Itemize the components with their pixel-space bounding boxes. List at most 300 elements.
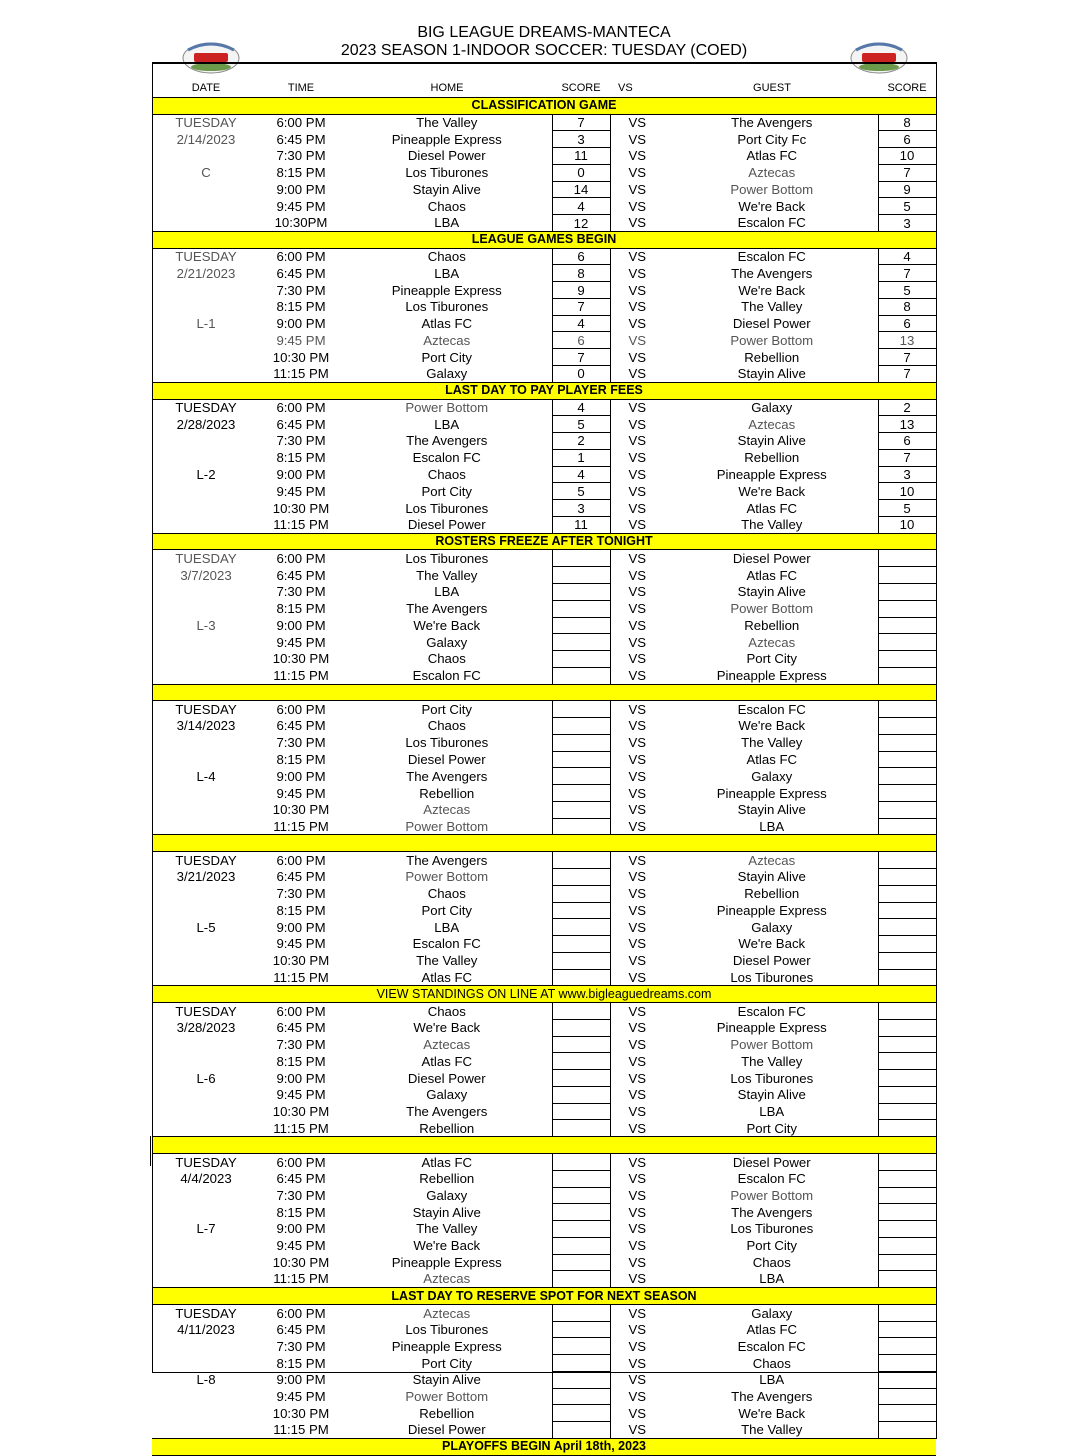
home-team-cell: We're Back (413, 1020, 481, 1036)
table-row (152, 215, 936, 232)
table-row (152, 1120, 936, 1137)
vs-cell: VS (628, 433, 647, 449)
home-team-cell: The Valley (416, 1221, 478, 1237)
date-cell: TUESDAY (175, 1154, 237, 1170)
guest-score-cell (878, 902, 936, 919)
time-cell: 7:30 PM (276, 433, 326, 449)
home-team-cell: Chaos (427, 1003, 466, 1019)
home-score-cell: 5 (552, 416, 610, 433)
home-team-cell: LBA (434, 265, 460, 281)
home-score-cell (552, 1204, 610, 1221)
vs-cell: VS (628, 115, 647, 131)
date-cell: TUESDAY (175, 1003, 237, 1019)
date-cell (152, 667, 260, 684)
date-cell: 4/11/2023 (177, 1322, 235, 1338)
week-banner-row (152, 684, 936, 701)
guest-score-cell: 10 (878, 483, 936, 500)
time-cell: 11:15 PM (273, 1120, 329, 1136)
table-row (152, 751, 936, 768)
guest-team-cell: Los Tiburones (730, 1070, 814, 1086)
home-score-cell (552, 1355, 610, 1372)
guest-team-cell: Escalon FC (737, 215, 806, 231)
guest-score-cell (878, 1271, 936, 1288)
time-cell: 10:30 PM (272, 1405, 330, 1421)
vs-cell: VS (628, 1070, 647, 1086)
time-cell: 8:15 PM (276, 902, 326, 918)
guest-score-cell (878, 718, 936, 735)
guest-team-cell: LBA (759, 1104, 785, 1120)
guest-score-cell (878, 1204, 936, 1221)
vs-cell: VS (628, 265, 647, 281)
guest-score-cell (878, 634, 936, 651)
guest-score-cell (878, 785, 936, 802)
time-cell: 8:15 PM (276, 1355, 326, 1371)
date-cell (152, 1388, 260, 1405)
week-banner: LAST DAY TO PAY PLAYER FEES (152, 382, 936, 399)
date-cell (152, 1036, 260, 1053)
guest-team-cell: Stayin Alive (737, 433, 806, 449)
home-score-cell (552, 852, 610, 869)
table-row (152, 1338, 936, 1355)
guest-team-cell: The Avengers (731, 1204, 813, 1220)
guest-score-cell: 8 (878, 114, 936, 131)
big-league-dreams-logo-icon (848, 36, 910, 76)
guest-score-cell (878, 1355, 936, 1372)
table-row (152, 1237, 936, 1254)
guest-team-cell: Stayin Alive (737, 366, 806, 382)
guest-team-cell: Port City (746, 651, 798, 667)
home-team-cell: Los Tiburones (405, 551, 489, 567)
home-team-cell: Chaos (427, 249, 466, 265)
time-cell: 8:15 PM (276, 299, 326, 315)
guest-team-cell: Chaos (752, 1254, 791, 1270)
table-row (152, 500, 936, 517)
guest-team-cell: The Valley (741, 517, 803, 533)
home-score-cell: 2 (552, 433, 610, 450)
vs-cell: VS (628, 919, 647, 935)
home-score-cell: 11 (552, 148, 610, 165)
date-cell: 2/28/2023 (176, 416, 236, 432)
date-cell (152, 1355, 260, 1372)
vs-cell: VS (628, 1355, 647, 1371)
guest-score-cell (878, 651, 936, 668)
vs-cell: VS (628, 1204, 647, 1220)
guest-score-cell (878, 852, 936, 869)
home-team-cell: LBA (434, 584, 460, 600)
vs-cell: VS (628, 886, 647, 902)
guest-team-cell: The Valley (741, 1422, 803, 1438)
time-cell: 11:15 PM (273, 517, 329, 533)
time-cell: 9:00 PM (276, 919, 326, 935)
vs-cell: VS (628, 902, 647, 918)
time-cell: 9:45 PM (276, 1087, 326, 1103)
date-cell (152, 148, 260, 165)
home-score-cell (552, 1003, 610, 1020)
column-header: VS (610, 81, 666, 97)
guest-score-cell: 9 (878, 181, 936, 198)
guest-team-cell: Galaxy (751, 1305, 793, 1321)
guest-team-cell: Stayin Alive (737, 1087, 806, 1103)
week-banner-row (152, 986, 936, 1003)
guest-score-cell: 3 (878, 466, 936, 483)
date-cell: 3/7/2023 (180, 567, 232, 583)
guest-team-cell: Atlas FC (746, 752, 798, 767)
time-cell: 9:45 PM (276, 198, 326, 214)
guest-score-cell (878, 768, 936, 785)
vs-cell: VS (628, 316, 647, 332)
vs-cell: VS (628, 131, 647, 147)
home-score-cell (552, 583, 610, 600)
vs-cell: VS (628, 416, 647, 432)
home-score-cell: 0 (552, 366, 610, 383)
home-score-cell (552, 818, 610, 835)
guest-score-cell (878, 667, 936, 684)
home-team-cell: Chaos (427, 718, 466, 734)
date-cell (152, 433, 260, 450)
table-row (152, 466, 936, 483)
guest-score-cell (878, 751, 936, 768)
vs-cell: VS (628, 1422, 647, 1438)
home-team-cell: Stayin Alive (412, 181, 481, 197)
guest-team-cell: The Avengers (731, 115, 813, 131)
week-banner-row (152, 1288, 936, 1305)
home-team-cell: Rebellion (419, 1120, 475, 1136)
home-team-cell: Aztecas (423, 332, 471, 348)
home-score-cell (552, 718, 610, 735)
home-score-cell (552, 969, 610, 986)
vs-cell: VS (628, 1405, 647, 1421)
column-header: GUEST (666, 81, 878, 97)
time-cell: 8:15 PM (276, 165, 326, 181)
home-score-cell (552, 885, 610, 902)
date-cell (152, 483, 260, 500)
date-cell (152, 1254, 260, 1271)
home-team-cell: Escalon FC (412, 667, 481, 683)
date-cell: TUESDAY (175, 1305, 237, 1321)
home-team-cell: Chaos (427, 651, 466, 667)
guest-score-cell: 10 (878, 148, 936, 165)
guest-team-cell: Los Tiburones (730, 1221, 814, 1237)
guest-team-cell: Power Bottom (730, 1037, 814, 1053)
home-team-cell: Pineapple Express (391, 131, 502, 147)
date-cell: L-8 (196, 1372, 216, 1388)
guest-team-cell: LBA (759, 818, 785, 834)
date-cell: TUESDAY (175, 852, 237, 868)
time-cell: 9:00 PM (276, 1372, 326, 1388)
big-league-dreams-logo-icon (180, 36, 242, 76)
date-cell (152, 600, 260, 617)
table-row (152, 718, 936, 735)
guest-team-cell: Diesel Power (732, 1154, 811, 1170)
column-header: SCORE (878, 81, 936, 97)
date-cell (152, 1271, 260, 1288)
guest-team-cell: Atlas FC (746, 567, 798, 583)
table-row (152, 818, 936, 835)
vs-cell: VS (628, 332, 647, 348)
date-cell: L-7 (196, 1221, 216, 1237)
vs-cell: VS (628, 752, 647, 767)
date-cell: 3/28/2023 (176, 1020, 236, 1036)
guest-team-cell: Aztecas (748, 165, 796, 181)
table-row (152, 114, 936, 131)
week-banner: LAST DAY TO RESERVE SPOT FOR NEXT SEASON (152, 1288, 936, 1305)
guest-score-cell: 7 (878, 366, 936, 383)
week-banner-row (152, 382, 936, 399)
table-row (152, 667, 936, 684)
guest-score-cell (878, 617, 936, 634)
table-row (152, 634, 936, 651)
time-cell: 10:30 PM (272, 1104, 330, 1120)
time-cell: 10:30 PM (272, 500, 330, 516)
table-row (152, 1321, 936, 1338)
date-cell: TUESDAY (175, 249, 237, 265)
date-cell: TUESDAY (175, 551, 237, 567)
vs-cell: VS (628, 1221, 647, 1237)
guest-score-cell: 7 (878, 349, 936, 366)
guest-team-cell: Escalon FC (737, 1171, 806, 1187)
vs-cell: VS (628, 1322, 647, 1338)
home-team-cell: Atlas FC (421, 1053, 473, 1069)
home-team-cell: Rebellion (419, 785, 475, 801)
table-row (152, 919, 936, 936)
guest-score-cell (878, 1422, 936, 1439)
home-score-cell (552, 617, 610, 634)
home-score-cell (552, 634, 610, 651)
time-cell: 9:45 PM (276, 634, 326, 650)
guest-team-cell: Power Bottom (730, 181, 814, 197)
table-row (152, 902, 936, 919)
table-row (152, 1221, 936, 1238)
vs-cell: VS (628, 768, 647, 784)
time-cell: 7:30 PM (276, 282, 326, 298)
table-row (152, 701, 936, 718)
table-row (152, 567, 936, 584)
vs-cell: VS (628, 852, 647, 868)
table-row (152, 1271, 936, 1288)
guest-team-cell: LBA (759, 1271, 785, 1287)
home-score-cell (552, 751, 610, 768)
date-cell (152, 902, 260, 919)
table-row (152, 969, 936, 986)
table-row (152, 1053, 936, 1070)
home-score-cell (552, 952, 610, 969)
table-row (152, 1355, 936, 1372)
week-banner: ROSTERS FREEZE AFTER TONIGHT (152, 533, 936, 550)
time-cell: 9:00 PM (276, 181, 326, 197)
time-cell: 9:45 PM (276, 332, 326, 348)
home-score-cell: 9 (552, 282, 610, 299)
time-cell: 9:45 PM (276, 1238, 326, 1254)
column-header: SCORE (552, 81, 610, 97)
home-team-cell: Port City (421, 349, 473, 365)
guest-team-cell: We're Back (738, 1405, 806, 1421)
guest-team-cell: Escalon FC (737, 1338, 806, 1354)
table-row (152, 785, 936, 802)
home-team-cell: Chaos (427, 886, 466, 902)
home-team-cell: Pineapple Express (391, 1254, 502, 1270)
table-row (152, 1003, 936, 1020)
guest-score-cell (878, 734, 936, 751)
time-cell: 8:15 PM (276, 1204, 326, 1220)
table-row (152, 366, 936, 383)
vs-cell: VS (628, 802, 647, 818)
vs-cell: VS (628, 969, 647, 985)
home-score-cell: 5 (552, 483, 610, 500)
home-score-cell: 4 (552, 466, 610, 483)
guest-team-cell: Aztecas (748, 852, 796, 868)
time-cell: 6:00 PM (276, 1305, 326, 1321)
table-row (152, 550, 936, 567)
guest-team-cell: Pineapple Express (716, 466, 827, 482)
week-banner-row (152, 835, 936, 852)
time-cell: 6:00 PM (276, 701, 326, 717)
table-border-left (152, 62, 153, 1373)
guest-score-cell: 7 (878, 449, 936, 466)
vs-cell: VS (628, 735, 647, 751)
home-score-cell (552, 868, 610, 885)
date-cell: TUESDAY (175, 400, 237, 416)
home-score-cell (552, 1388, 610, 1405)
home-team-cell: Los Tiburones (405, 1322, 489, 1338)
guest-team-cell: Rebellion (744, 617, 800, 633)
guest-score-cell (878, 936, 936, 953)
time-cell: 6:00 PM (276, 1003, 326, 1019)
home-team-cell: The Valley (416, 567, 478, 583)
table-row (152, 148, 936, 165)
guest-team-cell: Rebellion (744, 349, 800, 365)
week-banner-row (152, 231, 936, 248)
home-team-cell: LBA (434, 919, 460, 935)
time-cell: 8:15 PM (276, 1053, 326, 1069)
time-cell: 6:00 PM (276, 249, 326, 265)
time-cell: 6:45 PM (276, 1171, 326, 1187)
vs-cell: VS (628, 617, 647, 633)
date-cell: L-5 (196, 919, 216, 935)
home-score-cell (552, 1086, 610, 1103)
table-row (152, 801, 936, 818)
date-cell (152, 785, 260, 802)
home-team-cell: The Avengers (406, 601, 488, 617)
guest-score-cell: 13 (878, 416, 936, 433)
vs-cell: VS (628, 1271, 647, 1287)
date-cell (152, 500, 260, 517)
guest-team-cell: Galaxy (751, 919, 793, 935)
home-team-cell: Stayin Alive (412, 1204, 481, 1220)
vs-cell: VS (628, 1389, 647, 1405)
vs-cell: VS (628, 818, 647, 834)
table-row (152, 349, 936, 366)
guest-team-cell: Rebellion (744, 886, 800, 902)
vs-cell: VS (628, 1171, 647, 1187)
guest-score-cell: 5 (878, 198, 936, 215)
date-cell: TUESDAY (175, 115, 237, 131)
home-team-cell: Power Bottom (405, 869, 489, 885)
home-score-cell: 6 (552, 248, 610, 265)
home-team-cell: The Avengers (406, 433, 488, 449)
time-cell: 11:15 PM (273, 1422, 329, 1438)
time-cell: 6:00 PM (276, 115, 326, 131)
time-cell: 11:15 PM (273, 818, 329, 834)
guest-team-cell: Galaxy (751, 400, 793, 416)
guest-team-cell: The Valley (741, 735, 803, 751)
home-team-cell: We're Back (413, 617, 481, 633)
table-row (152, 1086, 936, 1103)
time-cell: 10:30PM (274, 215, 328, 231)
home-score-cell (552, 801, 610, 818)
home-team-cell: The Valley (416, 115, 478, 131)
guest-team-cell: We're Back (738, 718, 806, 734)
table-row (152, 868, 936, 885)
home-score-cell (552, 919, 610, 936)
page-title: BIG LEAGUE DREAMS-MANTECA (417, 24, 671, 41)
column-header-row (152, 81, 936, 97)
home-team-cell: Galaxy (426, 1087, 468, 1103)
home-score-cell (552, 1019, 610, 1036)
home-team-cell: Los Tiburones (405, 299, 489, 315)
home-score-cell: 8 (552, 265, 610, 282)
vs-cell: VS (628, 249, 647, 265)
guest-score-cell: 13 (878, 332, 936, 349)
home-score-cell (552, 768, 610, 785)
date-cell (152, 651, 260, 668)
time-cell: 6:45 PM (276, 131, 326, 147)
vs-cell: VS (628, 584, 647, 600)
guest-score-cell: 10 (878, 516, 936, 533)
date-cell (152, 818, 260, 835)
vs-cell: VS (628, 667, 647, 683)
home-score-cell (552, 1371, 610, 1388)
date-cell: 2/21/2023 (176, 265, 236, 281)
home-score-cell: 3 (552, 131, 610, 148)
guest-team-cell: Stayin Alive (737, 584, 806, 600)
table-row (152, 1371, 936, 1388)
week-banner (152, 835, 936, 852)
home-team-cell: Escalon FC (412, 450, 481, 466)
guest-team-cell: Diesel Power (732, 953, 811, 969)
guest-score-cell: 5 (878, 282, 936, 299)
table-row (152, 936, 936, 953)
time-cell: 8:15 PM (276, 450, 326, 466)
home-team-cell: Aztecas (423, 1305, 471, 1321)
table-row (152, 1388, 936, 1405)
date-cell: L-3 (196, 617, 216, 633)
home-team-cell: Port City (421, 1355, 473, 1371)
guest-score-cell (878, 1221, 936, 1238)
date-cell: L-2 (196, 466, 216, 482)
vs-cell: VS (628, 282, 647, 298)
home-team-cell: Aztecas (423, 1271, 471, 1287)
home-score-cell (552, 1254, 610, 1271)
home-team-cell: Power Bottom (405, 818, 489, 834)
guest-team-cell: We're Back (738, 282, 806, 298)
guest-team-cell: The Valley (741, 299, 803, 315)
time-cell: 10:30 PM (272, 953, 330, 969)
vs-cell: VS (628, 567, 647, 583)
time-cell: 7:30 PM (276, 1037, 326, 1053)
home-team-cell: Power Bottom (405, 400, 489, 416)
date-cell: TUESDAY (175, 701, 237, 717)
home-score-cell (552, 1053, 610, 1070)
home-score-cell (552, 1237, 610, 1254)
home-score-cell (552, 936, 610, 953)
home-team-cell: Diesel Power (407, 1422, 486, 1438)
guest-score-cell (878, 1321, 936, 1338)
time-cell: 6:45 PM (276, 1020, 326, 1036)
home-score-cell (552, 734, 610, 751)
date-cell (152, 366, 260, 383)
date-cell: L-6 (196, 1070, 216, 1086)
time-cell: 11:15 PM (273, 366, 329, 382)
